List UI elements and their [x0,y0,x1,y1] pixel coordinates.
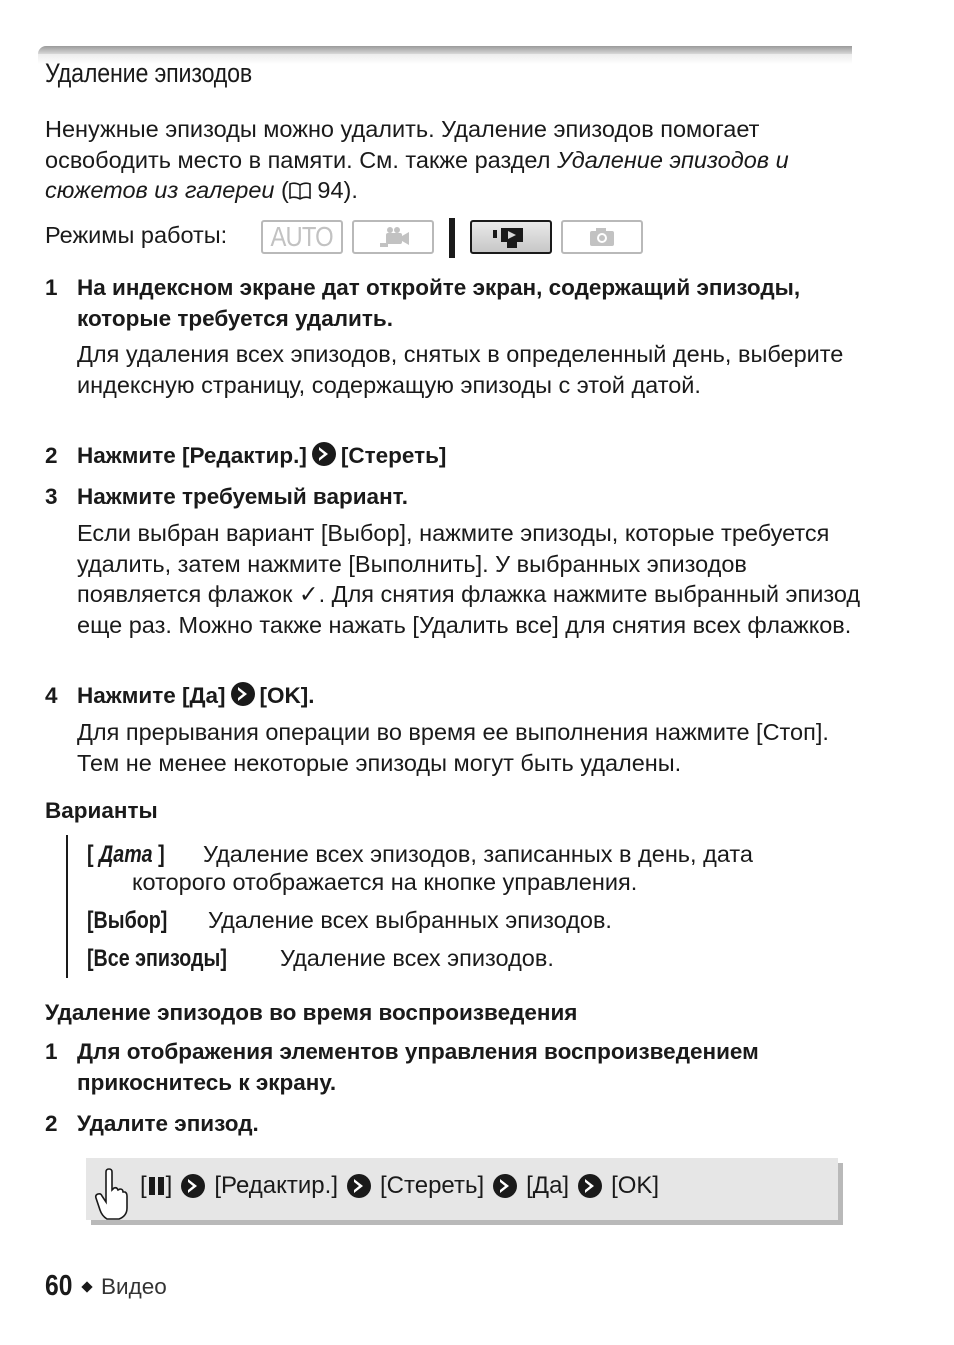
option-all-label: [Все эпизоды] [87,945,227,972]
auto-mode-icon [261,220,343,254]
instruction-item-edit: [Редактир.] [214,1172,338,1199]
page-number: 60 [45,1270,73,1302]
option-date-italic: Дата [99,841,153,868]
auto-mode-text: AUTO [270,221,334,252]
option-select [87,906,612,935]
option-date-desc: Удаление всех эпизодов, записанных в день, дата [203,841,753,867]
next-arrow-icon [577,1173,603,1199]
checkmark-icon: ✓ [298,581,319,607]
step-text: Удалите эпизод. [77,1111,259,1136]
step-number: 2 [45,1111,58,1136]
intro-reference: Удаление эпизодов и сюжетов из галереи [45,146,789,203]
step-text: Нажмите требуемый вариант. [77,484,408,509]
book-icon [289,182,311,200]
step-number: 1 [45,275,58,300]
step-text: Для отображения элементов управления воспроизведением прикоснитесь к экрану. [77,1039,759,1095]
step-3-desc-part1: Если выбран вариант [Выбор], нажмите эпизоды, которые требуется удалить, затем нажмите [Выполнить]. У выбранных эпизодов появляется флажок [77,520,830,607]
next-arrow-icon [230,681,256,707]
pause-close-bracket: ] [165,1172,173,1199]
intro-ref-page: 94). [310,177,358,203]
option-date-close: ] [152,841,165,868]
modes-label: Режимы работы: [45,222,228,248]
top-header-bar [38,46,852,54]
options-heading: Варианты [45,798,158,823]
step-2-part2: [Стереть] [340,443,447,468]
playback-heading: Удаление эпизодов во время воспроизведения [45,1000,578,1025]
instruction-item-yes: [Да] [526,1172,570,1199]
step-1-description: Для удаления всех эпизодов, снятых в определенный день, выберите индексную страницу, содержащую эпизоды с этой датой. [77,341,844,398]
diamond-icon [81,1281,92,1292]
manual-camera-mode-icon [352,220,434,254]
next-arrow-icon [492,1173,518,1199]
step-4-part1: Нажмите [Да] [77,683,226,708]
section-name: Видео [101,1273,167,1299]
option-select-label: [Выбор] [87,907,168,934]
intro-paragraph [45,114,865,206]
page-footer [45,1270,167,1303]
option-date [87,840,753,895]
instruction-item-delete: [Стереть] [380,1172,485,1199]
step-4-description: Для прерывания операции во время ее выполнения нажмите [Стоп]. Тем не менее некоторые эпизоды могут быть удалены. [77,719,829,776]
step-text [77,681,867,712]
photo-mode-icon [561,220,643,254]
step-3-desc-part2: . Для снятия флажка нажмите выбранный эпизод еще раз. Можно также нажать [Удалить все] для снятия всех флажков. [77,581,861,638]
step-3-description [77,518,867,640]
intro-ref-open: ( [274,177,289,203]
next-arrow-icon [180,1173,206,1199]
next-arrow-icon [311,441,337,467]
option-all [87,944,554,973]
step-4-part2: [OK]. [259,683,315,708]
option-date-desc-cont: которого отображается на кнопке управления. [132,869,638,895]
option-all-desc: Удаление всех эпизодов. [280,945,554,971]
step-text [77,441,867,472]
pause-open-bracket: [ [140,1172,147,1199]
step-2-part1: Нажмите [Редактир.] [77,443,307,468]
video-playback-mode-icon [470,220,552,254]
intro-text: Ненужные эпизоды можно удалить. Удаление эпизодов помогает освободить место в памяти. См. также раздел [45,116,760,173]
touch-hand-icon [94,1168,128,1220]
option-date-label [87,841,165,869]
step-number: 4 [45,683,58,708]
pause-icon [149,1177,164,1195]
step-number: 3 [45,484,58,509]
step-text: На индексном экране дат откройте экран, содержащий эпизоды, которые требуется удалить. [77,275,801,331]
step-number: 1 [45,1039,58,1064]
options-bar [66,835,68,978]
instruction-sequence [140,1172,659,1200]
option-date-open: [ [87,841,100,868]
next-arrow-icon [346,1173,372,1199]
instruction-item-ok: [OK] [611,1172,660,1199]
step-number: 2 [45,443,58,468]
page-title: Удаление эпизодов [45,58,253,88]
option-select-desc: Удаление всех выбранных эпизодов. [208,907,612,933]
mode-separator [449,218,455,258]
